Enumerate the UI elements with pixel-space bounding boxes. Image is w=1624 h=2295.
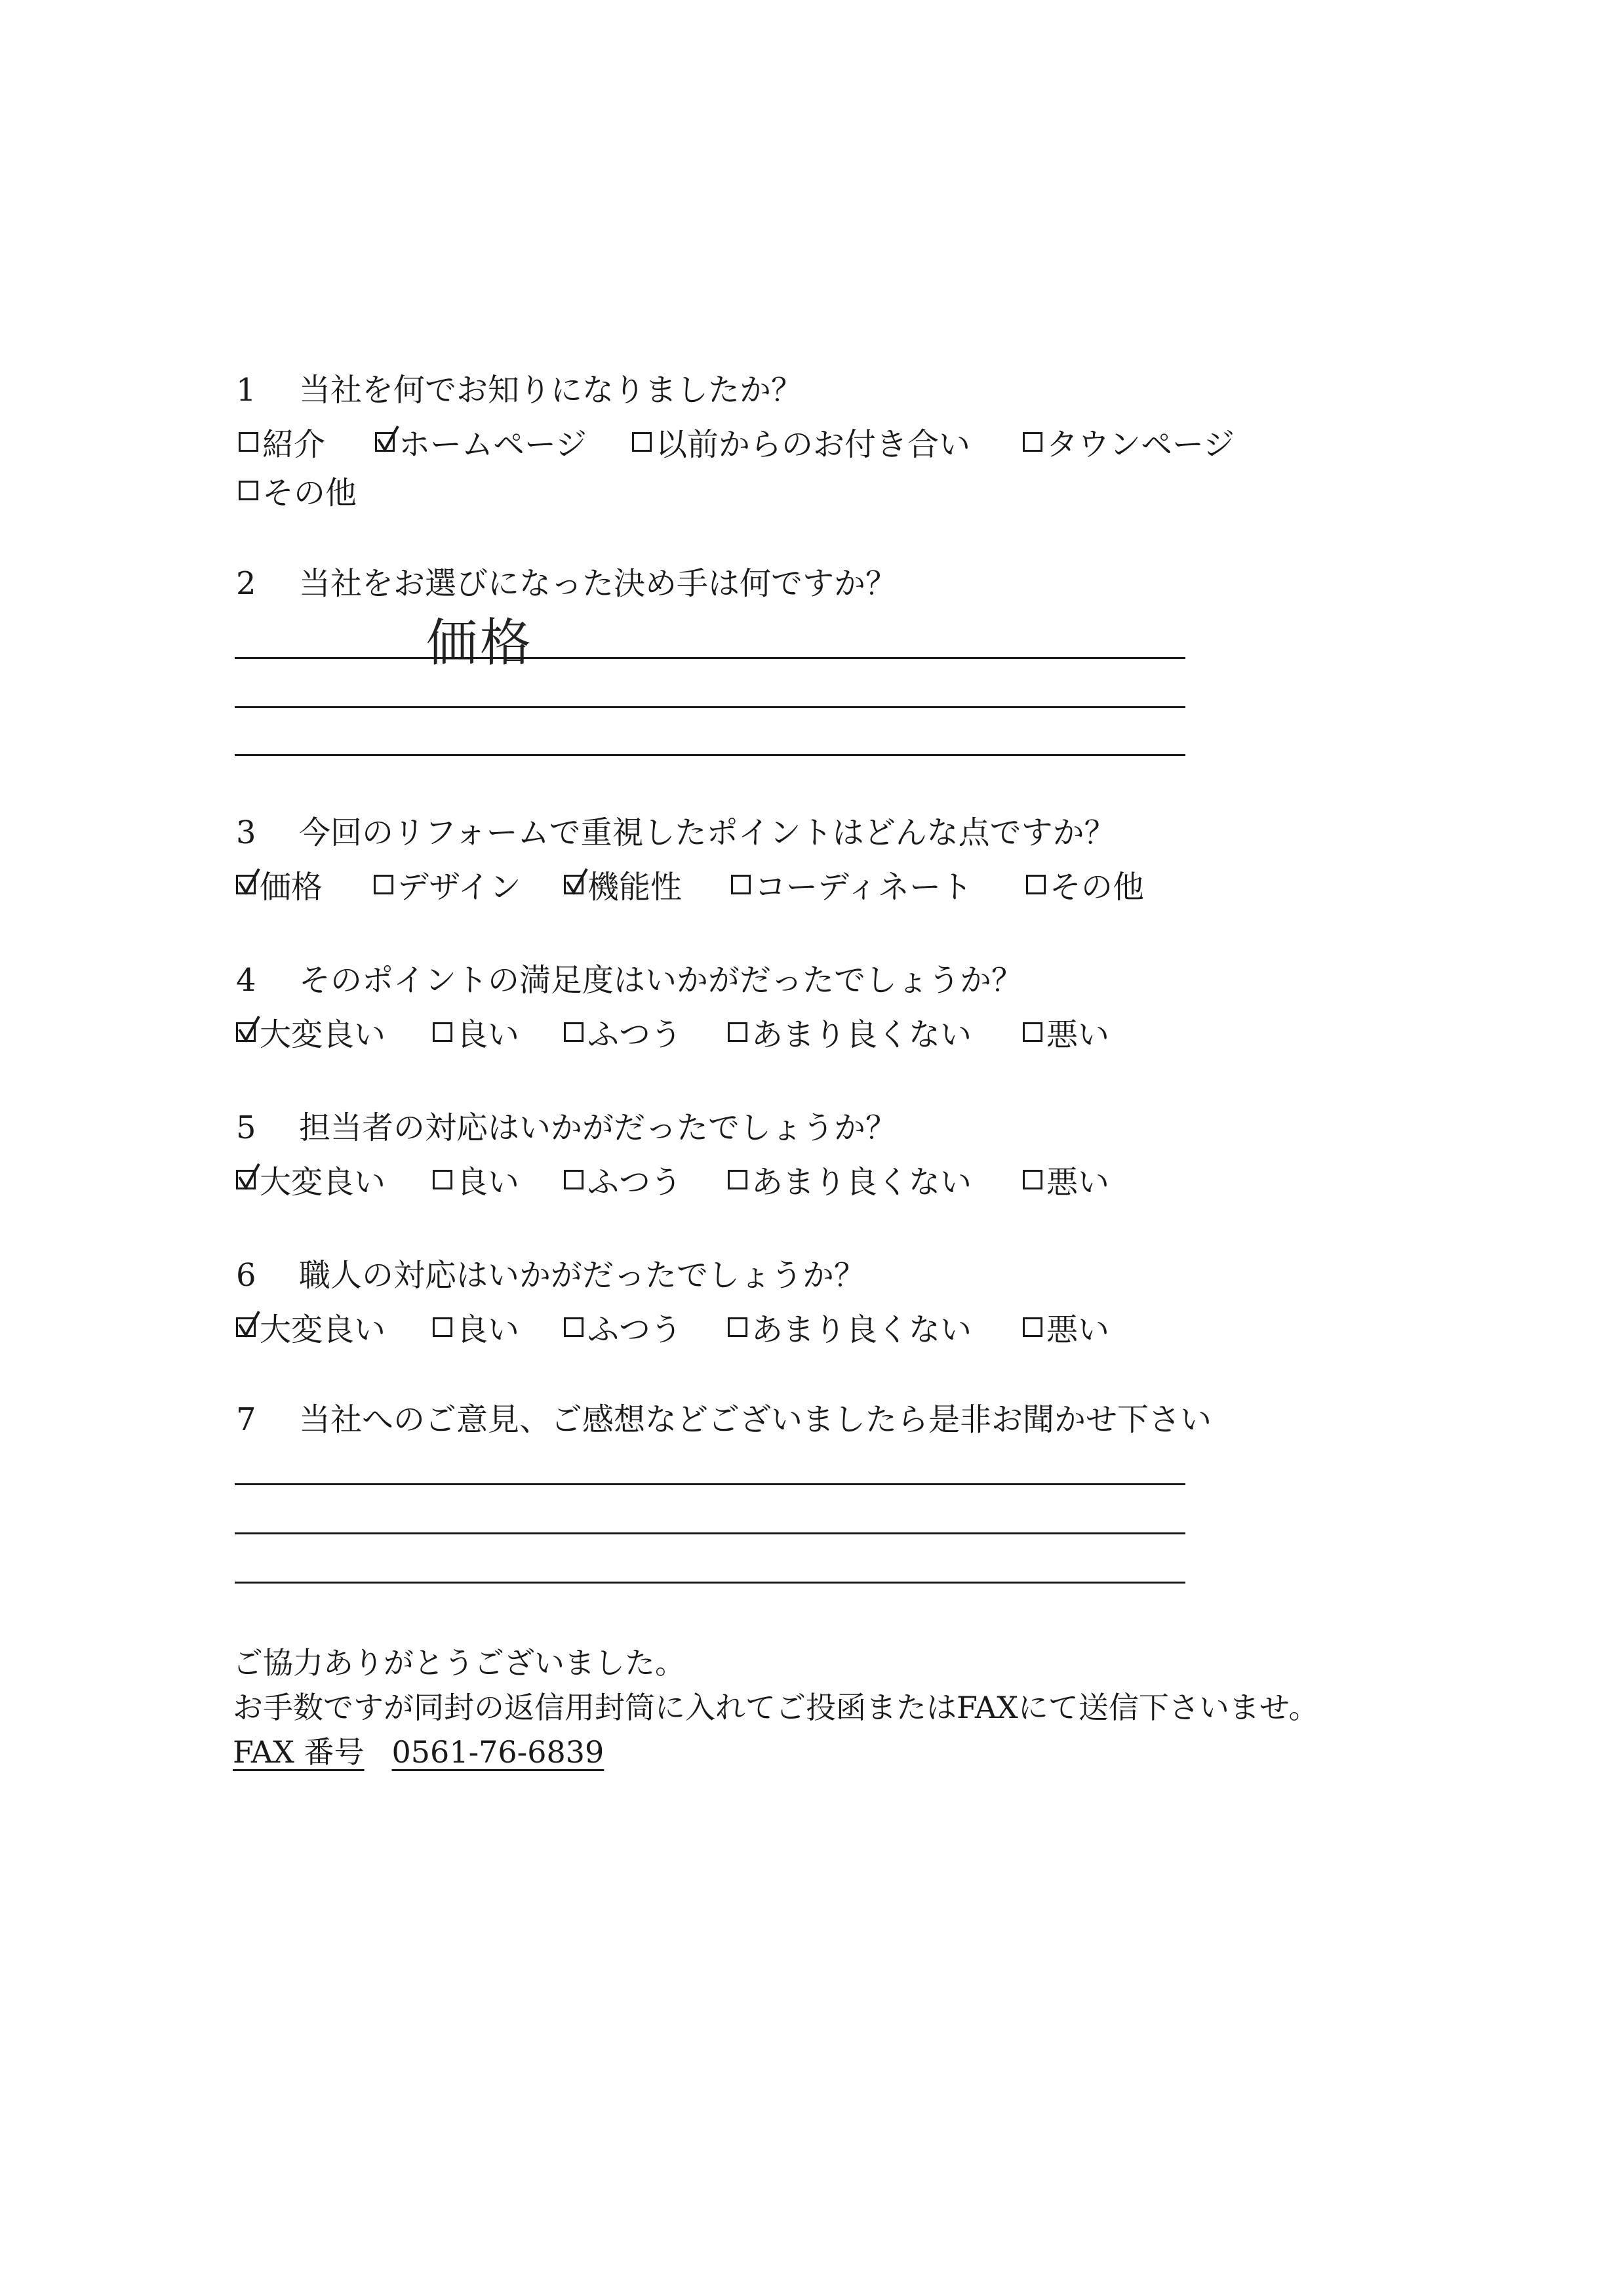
options-row (236, 468, 802, 516)
answer-line (235, 1532, 1185, 1534)
question-6 (236, 1256, 1110, 1353)
option-not-very-good[interactable] (728, 1009, 972, 1054)
option-homepage[interactable] (375, 419, 587, 464)
option-label: ふつう (587, 1311, 683, 1348)
question-3 (236, 813, 1145, 910)
answer-line (235, 706, 1185, 708)
fax-label: FAX 番号 (233, 1734, 365, 1770)
checkbox[interactable] (728, 1317, 747, 1337)
checkbox[interactable] (564, 1317, 584, 1337)
checkbox[interactable] (728, 1170, 747, 1189)
checkbox[interactable] (239, 432, 258, 452)
question-number: 7 (236, 1401, 256, 1438)
option-label: 悪い (1046, 1311, 1110, 1348)
options-row (236, 1009, 1110, 1058)
checkbox-checked[interactable] (236, 1317, 256, 1337)
option-average[interactable] (564, 1009, 682, 1054)
checkbox[interactable] (728, 1022, 747, 1042)
option-average[interactable] (564, 1304, 682, 1349)
checkbox[interactable] (564, 1022, 584, 1042)
option-label: あまり良くない (751, 1016, 972, 1053)
option-previous-relation[interactable] (632, 419, 970, 464)
option-label: あまり良くない (751, 1164, 972, 1201)
option-label: その他 (262, 475, 357, 511)
question-text: 今回のリフォームで重視したポイントはどんな点ですか？ (299, 814, 1116, 851)
option-label: コーディネート (755, 869, 973, 906)
fax-number: 0561-76-6839 (391, 1734, 604, 1770)
checkbox[interactable] (433, 1022, 452, 1042)
checkmark-icon (237, 1310, 260, 1339)
option-label: 良い (456, 1311, 520, 1348)
option-coordinate[interactable] (731, 862, 972, 907)
option-average[interactable] (564, 1157, 682, 1202)
options-row (236, 1304, 1110, 1353)
option-label: ふつう (587, 1016, 683, 1053)
checkbox[interactable] (239, 481, 258, 500)
question-7 (236, 1400, 1212, 1439)
question-text: 当社をお選びになった決め手は何ですか？ (299, 565, 898, 602)
checkbox[interactable] (632, 432, 652, 452)
option-label: 悪い (1046, 1016, 1110, 1053)
checkbox[interactable] (564, 1170, 584, 1189)
question-number: 4 (236, 962, 256, 999)
question-number: 6 (236, 1257, 256, 1294)
question-number: 5 (236, 1109, 256, 1146)
option-bad[interactable] (1023, 1304, 1109, 1349)
option-label: 機能性 (587, 869, 683, 906)
question-text: 当社へのご意見、ご感想などございましたら是非お聞かせ下さい (299, 1401, 1212, 1438)
option-design[interactable] (374, 862, 521, 907)
checkmark-icon (237, 1163, 260, 1191)
option-other[interactable] (239, 468, 357, 513)
question-text: そのポイントの満足度はいかがだったでしょうか？ (299, 962, 1023, 999)
checkbox[interactable] (731, 875, 751, 894)
option-label: あまり良くない (751, 1311, 972, 1348)
checkbox-checked[interactable] (564, 875, 584, 894)
checkbox-checked[interactable] (236, 875, 256, 894)
answer-line (235, 754, 1185, 756)
question-number: 2 (236, 565, 256, 602)
option-label: 紹介 (262, 426, 326, 463)
handwritten-answer: 価格 (426, 614, 534, 673)
option-price[interactable] (236, 862, 323, 907)
option-label: 大変良い (260, 1164, 386, 1201)
option-bad[interactable] (1023, 1009, 1109, 1054)
question-1 (236, 370, 1235, 516)
option-not-very-good[interactable] (728, 1157, 972, 1202)
checkbox-checked[interactable] (236, 1170, 256, 1189)
option-bad[interactable] (1023, 1157, 1109, 1202)
option-very-good[interactable] (236, 1009, 386, 1054)
option-good[interactable] (433, 1157, 519, 1202)
checkbox[interactable] (433, 1170, 452, 1189)
option-good[interactable] (433, 1009, 519, 1054)
option-shoukai[interactable] (239, 419, 325, 464)
checkbox[interactable] (1023, 1317, 1042, 1337)
checkbox[interactable] (1023, 432, 1042, 452)
checkbox[interactable] (1023, 1022, 1042, 1042)
fax-line (233, 1728, 604, 1772)
option-label: その他 (1050, 869, 1145, 906)
checkbox[interactable] (374, 875, 393, 894)
option-townpage[interactable] (1023, 419, 1235, 464)
option-label: 悪い (1046, 1164, 1110, 1201)
option-label: タウンページ (1046, 426, 1235, 463)
option-label: 大変良い (260, 1016, 386, 1053)
question-text: 当社を何でお知りになりましたか？ (299, 372, 803, 409)
option-label: 大変良い (260, 1311, 386, 1348)
question-5 (236, 1108, 1110, 1205)
option-label: 良い (456, 1016, 520, 1053)
option-not-very-good[interactable] (728, 1304, 972, 1349)
checkbox-checked[interactable] (375, 432, 395, 452)
checkbox[interactable] (1026, 875, 1046, 894)
question-2 (236, 564, 897, 603)
question-text: 担当者の対応はいかがだったでしょうか？ (299, 1109, 898, 1146)
checkmark-icon (237, 1015, 260, 1044)
option-good[interactable] (433, 1304, 519, 1349)
checkbox-checked[interactable] (236, 1022, 256, 1042)
question-number: 1 (236, 372, 256, 409)
answer-line (235, 1483, 1185, 1485)
option-functionality[interactable] (564, 862, 682, 907)
question-4 (236, 961, 1110, 1058)
question-text: 職人の対応はいかがだったでしょうか？ (299, 1257, 866, 1294)
option-label: 以前からのお付き合い (656, 426, 971, 463)
checkmark-icon (376, 425, 399, 454)
option-very-good[interactable] (236, 1157, 386, 1202)
options-row (236, 1157, 1110, 1205)
options-row (236, 419, 1235, 468)
option-label: 良い (456, 1164, 520, 1201)
option-label: デザイン (397, 869, 521, 906)
instructions-text: お手数ですが同封の返信用封筒に入れてご投函またはFAXにて送信下さいませ。 (233, 1690, 1319, 1725)
option-other[interactable] (1026, 862, 1144, 907)
answer-line (235, 1582, 1185, 1584)
question-number: 3 (236, 814, 256, 851)
option-label: ホームページ (399, 426, 587, 463)
option-label: 価格 (260, 869, 323, 906)
checkbox[interactable] (433, 1317, 452, 1337)
thanks-text: ご協力ありがとうございました。 (233, 1645, 685, 1681)
option-label: ふつう (587, 1164, 683, 1201)
checkmark-icon (237, 868, 260, 896)
options-row (236, 862, 1145, 910)
answer-line (235, 657, 1185, 659)
checkmark-icon (564, 868, 588, 896)
option-very-good[interactable] (236, 1304, 386, 1349)
checkbox[interactable] (1023, 1170, 1042, 1189)
